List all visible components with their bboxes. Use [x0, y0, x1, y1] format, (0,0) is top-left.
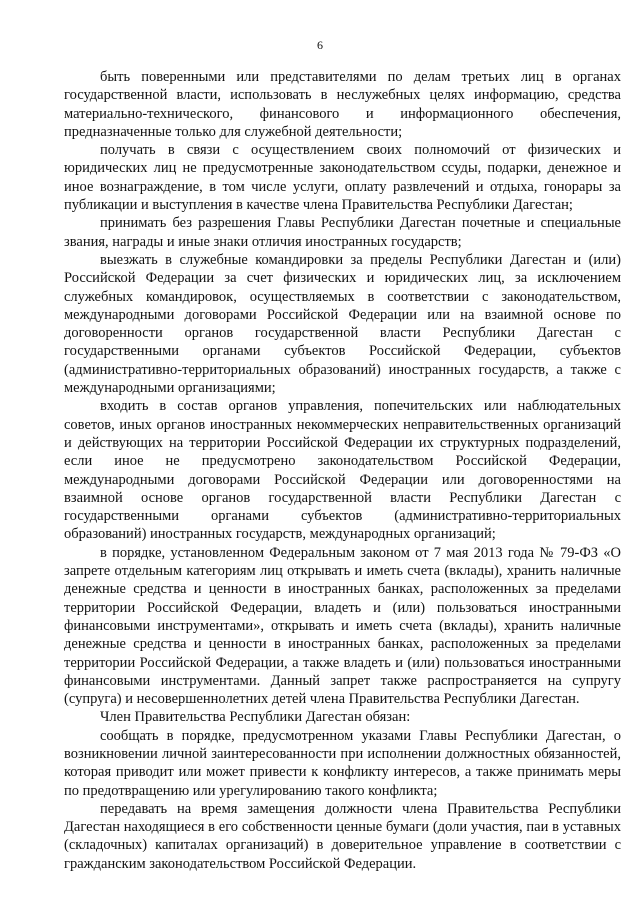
paragraph-restriction-gifts: получать в связи с осуществлением своих полномочий от физических и юридических лиц не предусмотренные законодательством ссуды, подарки, денежное и иное вознаграждение, в том числе услуги, оплату развлечений и отдыха, гонорары за публикации и выступления в качестве члена Правительства Республики Дагестан;: [64, 142, 621, 214]
paragraph-restriction-foreign-accounts: в порядке, установленном Федеральным законом от 7 мая 2013 года № 79-ФЗ «О запрете отдельным категориям лиц открывать и иметь счета (вклады), хранить наличные денежные средства и ценности в иностранных банках, расположенных за пределами территории Российской Федерации, владеть и (или) пользоваться иностранными финансовыми инструментами», открывать и иметь счета (вклады), хранить наличные денежные средства и ценности в иностранных банках, расположенных за пределами территории Российской Федерации, а также владеть и (или) пользоваться иностранными финансовыми инструментами. Данный запрет также распространяется на супругу (супруга) и несовершеннолетних детей члена Правительства Республики Дагестан.: [64, 544, 621, 708]
paragraph-obligation-conflict-of-interest: сообщать в порядке, предусмотренном указами Главы Республики Дагестан, о возникновении личной заинтересованности при исполнении должностных обязанностей, которая приводит или может привести к конфликту интересов, а также принимать меры по предотвращению или урегулированию такого конфликта;: [64, 727, 621, 799]
document-body: [64, 68, 621, 873]
page-number: 6: [317, 38, 323, 52]
paragraph-restriction-foreign-awards: принимать без разрешения Главы Республики Дагестан почетные и специальные звания, награды и иные знаки отличия иностранных государств;: [64, 215, 621, 250]
paragraph-restriction-business-trips: выезжать в служебные командировки за пределы Республики Дагестан и (или) Российской Федерации за счет физических и юридических лиц, за исключением служебных командировок, осуществляемых в соответствии с законодательством, международными договорами Российской Федерации или на взаимной основе по договоренности органов государственной власти Республики Дагестан с государственными органами субъектов Российской Федерации, субъектов (административно-территориальных образований) иностранных государств, а также с международными организациями;: [64, 251, 621, 397]
paragraph-restriction-foreign-ngo-boards: входить в состав органов управления, попечительских или наблюдательных советов, иных органов иностранных некоммерческих неправительственных организаций и действующих на территории Российской Федерации их структурных подразделений, если иное не предусмотрено законодательством Российской Федерации, международными договорами Российской Федерации или договоренностями на взаимной основе органов государственной власти Республики Дагестан с государственными органами субъектов (административно-территориальных образований) иностранных государств, международных организаций;: [64, 398, 621, 543]
paragraph-obligation-trust-management: передавать на время замещения должности члена Правительства Республики Дагестан находящиеся в его собственности ценные бумаги (доли участия, паи в уставных (складочных) капиталах организаций) в доверительное управление в соответствии с гражданским законодательством Российской Федерации.: [64, 800, 621, 872]
paragraph-obligations-heading: Член Правительства Республики Дагестан обязан:: [100, 709, 411, 726]
paragraph-restriction-representative: быть поверенными или представителями по делам третьих лиц в органах государственной власти, использовать в неслужебных целях информацию, средства материально-технического, финансового и информационного обеспечения, предназначенные только для служебной деятельности;: [64, 69, 621, 140]
